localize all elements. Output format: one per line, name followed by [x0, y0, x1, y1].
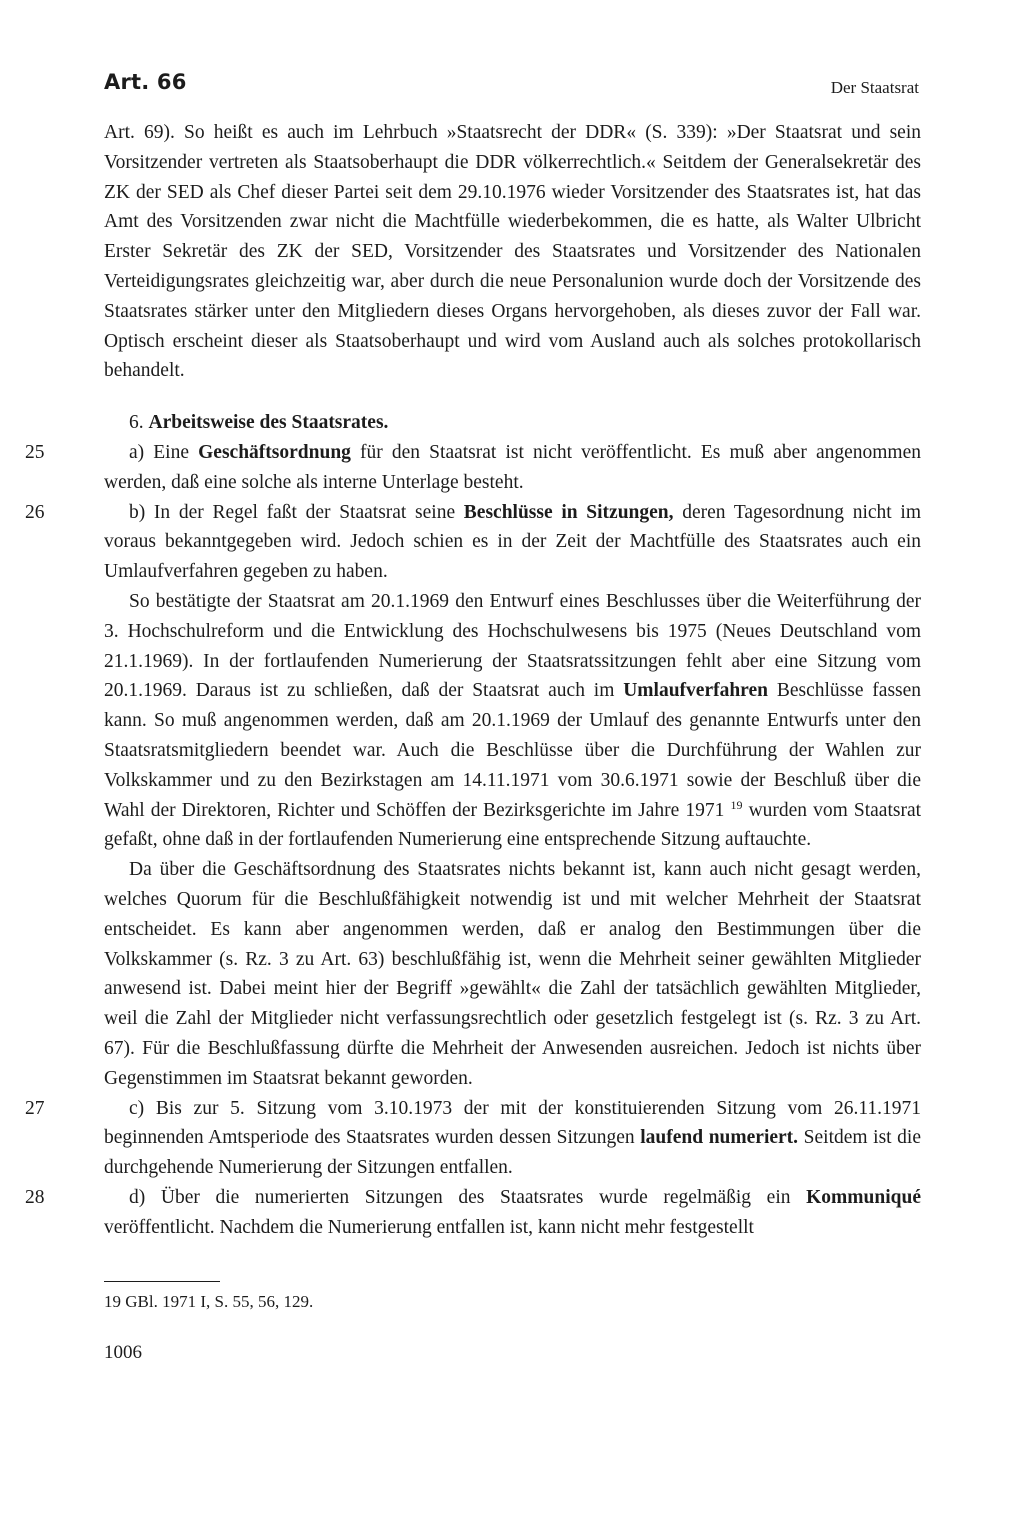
margin-number-27: 27: [25, 1097, 45, 1119]
paragraph-25: 25 a) Eine Geschäftsordnung für den Staatsrat ist nicht veröffentlicht. Es muß aber angenommen werden, daß eine solche als interne Unterlage besteht.: [104, 438, 921, 498]
body-text: [25, 118, 922, 1242]
page-number: 1006: [104, 1342, 142, 1363]
section-heading: [104, 408, 921, 438]
bold-term-laufend-numeriert: laufend numeriert.: [640, 1127, 799, 1149]
article-header: Art. 66: [104, 70, 187, 94]
bold-term-kommunique: Kommuniqué: [806, 1186, 921, 1208]
margin-number-28: 28: [25, 1186, 45, 1208]
footnote-19: 19 GBl. 1971 I, S. 55, 56, 129.: [104, 1292, 314, 1311]
paragraph-28: 28 d) Über die numerierten Sitzungen des Staatsrates wurde regelmäßig ein Kommuniqué veröffentlicht. Nachdem die Numerierung entfallen ist, kann nicht mehr festgestellt: [104, 1183, 921, 1243]
section-header: Der Staatsrat: [830, 78, 919, 97]
paragraph-26-umlauf: So bestätigte der Staatsrat am 20.1.1969 den Entwurf eines Beschlusses über die Weiterführung der 3. Hochschulreform und die Entwicklung des Hochschulwesens bis 1975 (Neues Deutschland vom 21.1.1969). In der fortlaufenden Numerierung der Staatsratssitzungen fehlt aber eine Sitzung vom 20.1.1969. Daraus ist zu schließen, daß der Staatsrat auch im Umlaufverfahren Beschlüsse fassen kann. So muß angenommen werden, daß am 20.1.1969 der Umlauf des genannte Entwurfs unter den Staatsratsmitgliedern beendet war. Auch die Beschlüsse über die Durchführung der Wahlen zur Volkskammer und zu den Bezirkstagen am 14.11.1971 vom 30.6.1971 sowie der Beschluß über die Wahl der Direktoren, Richter und Schöffen der Bezirksgerichte im Jahre 1971 $^{19}$ wurden vom Staatsrat gefaßt, ohne daß in der fortlaufenden Numerierung eine entsprechende Sitzung auftauchte.: [104, 590, 922, 851]
bold-term-umlaufverfahren: Umlaufverfahren: [623, 680, 768, 702]
paragraph-26-quorum: Da über die Geschäftsordnung des Staatsrates nichts bekannt ist, kann auch nicht gesagt werden, welches Quorum für die Beschlußfähigkeit notwendig ist und mit welcher Mehrheit der Staatsrat entscheidet. Es kann aber angenommen werden, daß er analog den Bestimmungen über die Volkskammer (s. Rz. 3 zu Art. 63) beschlußfähig ist, wenn die Mehrheit seiner gewählten Mitglieder anwesend ist. Dabei meint hier der Begriff »gewählt« die Zahl der tatsächlich gewählten Mitglieder, weil die Zahl der Mitglieder nicht verfassungsrechtlich oder gesetzlich festgelegt ist (s. Rz. 3 zu Art. 67). Für die Beschlußfassung dürfte die Mehrheit der Anwesenden ausreichen. Jedoch ist nichts über Gegenstimmen im Staatsrat bekannt geworden.: [104, 859, 921, 1089]
footnote-divider: [104, 1281, 220, 1282]
section-heading-number: 6.: [129, 412, 144, 434]
paragraph-27: 27 c) Bis zur 5. Sitzung vom 3.10.1973 der mit der konstituierenden Sitzung vom 26.11.1971 beginnenden Amtsperiode des Staatsrates wurden dessen Sitzungen laufend numeriert. Seitdem ist die durchgehende Numerierung der Sitzungen entfallen.: [104, 1094, 921, 1183]
bold-term-geschaeftsordnung: Geschäftsordnung: [198, 441, 351, 463]
paragraph-26: 26 b) In der Regel faßt der Staatsrat seine Beschlüsse in Sitzungen, deren Tagesordnung nicht im voraus bekanntgegeben wird. Jedoch schien es in der Zeit der Machtfülle des Staatsrates auch ein Umlaufverfahren gegeben zu haben.: [104, 498, 921, 587]
margin-number-25: 25: [25, 441, 45, 463]
margin-number-26: 26: [25, 501, 45, 523]
paragraph-intro: Art. 69). So heißt es auch im Lehrbuch »Staatsrecht der DDR« (S. 339): »Der Staatsrat und sein Vorsitzender vertreten als Staatsoberhaupt die DDR völkerrechtlich.« Seitdem der Generalsekretär des ZK der SED als Chef dieser Partei seit dem 29.10.1976 wieder Vorsitzender des Staatsrates ist, hat das Amt des Vorsitzenden zwar nicht die Machtfülle wiederbekommen, die es hatte, als Walter Ulbricht Erster Sekretär des ZK der SED, Vorsitzender des Staatsrates und Vorsitzender des Nationalen Verteidigungsrates gleichzeitig war, aber durch die neue Personalunion wurde doch der Vorsitzende des Staatsrates stärker unter den Mitgliedern dieses Organs hervorgehoben, als dieses zuvor der Fall war. Optisch erscheint dieser als Staatsoberhaupt und wird vom Ausland auch als solches protokollarisch behandelt.: [104, 122, 921, 382]
bold-term-beschluesse: Beschlüsse in Sitzungen,: [463, 501, 674, 523]
footnote-ref-19: 19: [730, 797, 743, 812]
section-heading-title: Arbeitsweise des Staatsrates.: [148, 412, 389, 434]
